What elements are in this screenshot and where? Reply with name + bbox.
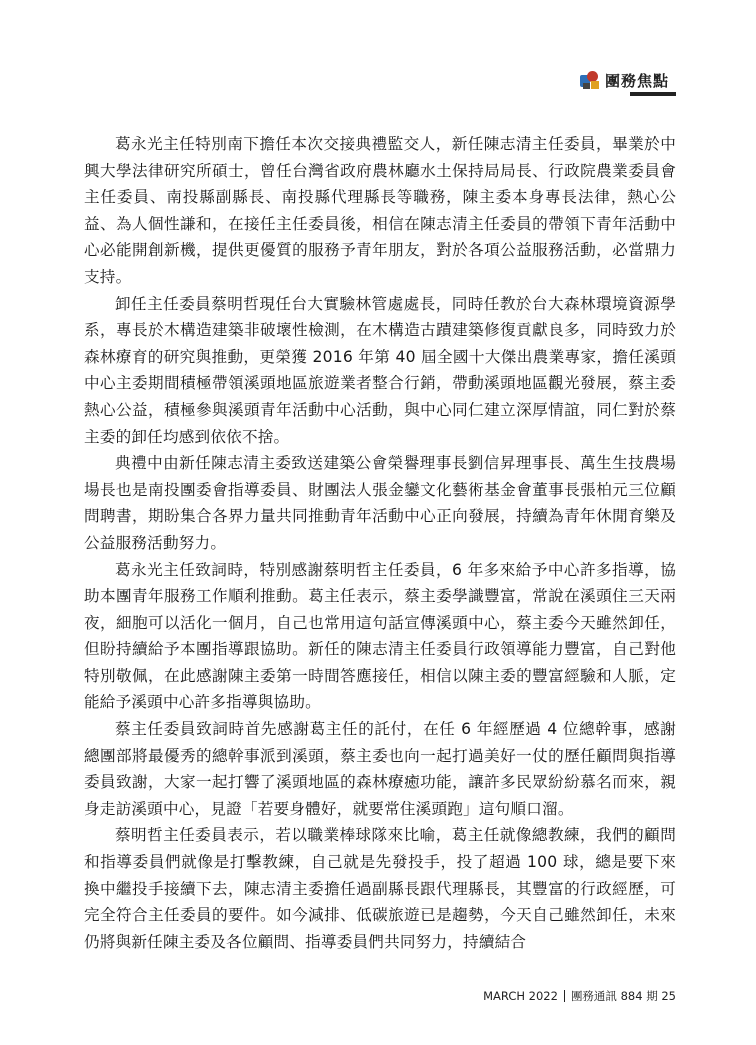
section-title: 團務焦點 [605,71,670,90]
section-header [579,64,676,96]
section-logo-icon [579,69,601,91]
article-body [84,131,676,955]
footer-divider [564,990,565,1002]
publication-info: 團務通訊 884 期 25 [570,989,676,1003]
issue-date: MARCH 2022 [483,989,558,1003]
paragraph: 葛永光主任特別南下擔任本次交接典禮監交人，新任陳志清主任委員，畢業於中興大學法律研究所碩士，曾任台灣省政府農林廳水土保持局局長、行政院農業委員會主任委員、南投縣副縣長、南投縣代理縣長等職務，陳主委本身專長法律，熱心公益、為人個性謙和，在接任主任委員後，相信在陳志清主任委員的帶領下青年活動中心必能開創新機，提供更優質的服務予青年朋友，對於各項公益服務活動，必當鼎力支持。 [84,135,676,286]
paragraph: 蔡主任委員致詞時首先感謝葛主任的託付，在任 6 年經歷過 4 位總幹事，感謝總團部將最優秀的總幹事派到溪頭，蔡主委也向一起打過美好一仗的歷任顧問與指導委員致謝，大家一起打響了溪頭地區的森林療癒功能，讓許多民眾紛紛慕名而來，親身走訪溪頭中心，見證「若要身體好，就要常住溪頭跑」這句順口溜。 [84,720,676,818]
paragraph: 典禮中由新任陳志清主委致送建築公會榮譽理事長劉信昇理事長、萬生生技農場場長也是南投團委會指導委員、財團法人張金鑾文化藝術基金會董事長張柏元三位顧問聘書，期盼集合各界力量共同推動青年活動中心正向發展，持續為青年休閒育樂及公益服務活動努力。 [84,454,676,552]
paragraph: 蔡明哲主任委員表示，若以職業棒球隊來比喻，葛主任就像總教練，我們的顧問和指導委員們就像是打擊教練，自己就是先發投手，投了超過 100 球，總是要下來換中繼投手接續下去，陳志清主委擔任過副縣長跟代理縣長，其豐富的行政經歷，可完全符合主任委員的要件。如今減排、低碳旅遊已是趨勢，今天自己雖然卸任，未來仍將與新任陳主委及各位顧問、指導委員們共同努力，持續結合 [84,826,676,951]
page-footer [483,988,676,1004]
header-underline [630,92,676,96]
paragraph: 卸任主任委員蔡明哲現任台大實驗林管處處長，同時任教於台大森林環境資源學系，專長於木構造建築非破壞性檢測，在木構造古蹟建築修復貢獻良多，同時致力於森林療育的研究與推動，更榮獲 2016 年第 40 屆全國十大傑出農業專家，擔任溪頭中心主委期間積極帶領溪頭地區旅遊業者整合行銷，帶動溪頭地區觀光發展，蔡主委熱心公益，積極參與溪頭青年活動中心活動，與中心同仁建立深厚情誼，同仁對於蔡主委的卸任均感到依依不捨。 [84,294,676,446]
paragraph: 葛永光主任致詞時，特別感謝蔡明哲主任委員，6 年多來給予中心許多指導，協助本團青年服務工作順利推動。葛主任表示，蔡主委學識豐富，常說在溪頭住三天兩夜，細胞可以活化一個月，自己也常用這句話宣傳溪頭中心，蔡主委今天雖然卸任，但盼持續給予本團指導跟協助。新任的陳志清主任委員行政領導能力豐富，自己對他特別敬佩，在此感謝陳主委第一時間答應接任，相信以陳主委的豐富經驗和人脈，定能給予溪頭中心許多指導與協助。 [84,560,676,712]
